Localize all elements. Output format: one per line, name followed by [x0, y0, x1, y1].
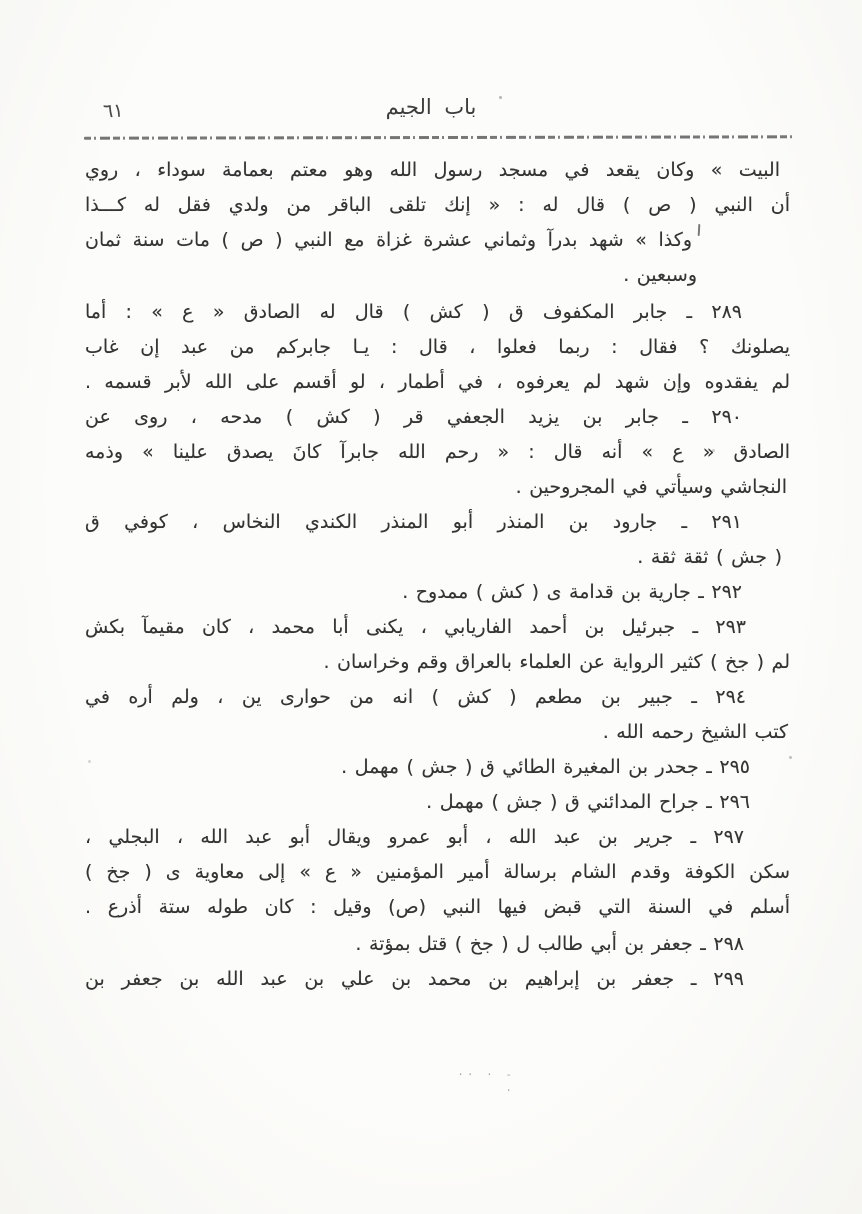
text-line: كتب الشيخ رحمه الله . — [602, 721, 788, 743]
text-line: ٢٩٨ ـ جعفر بن أبي طالب ل ( جخ ) قتل بمؤتة . — [355, 933, 744, 955]
text-line: يصلونك ؟ فقال : ربما فعلوا ، قال : يـا جابركم من عبد إن غاب — [85, 336, 790, 358]
page-number: ٦١ — [102, 99, 124, 123]
text-line: ٢٩٣ ـ جبرئيل بن أحمد الفاريابي ، يكنى أبا محمد ، كان مقيمآ بكش — [85, 616, 746, 638]
text-line: البيت » وكان يقعد في مسجد رسول الله وهو معتم بعمامة سوداء ، روي — [85, 159, 780, 181]
text-line: ٢٨٩ ـ جابر المكفوف ق ( كش ) قال له الصادق « ع » : أما — [85, 301, 742, 323]
text-line: وسبعين . — [623, 264, 697, 286]
text-line: النجاشي وسيأتي في المجروحين . — [515, 476, 787, 498]
text-line: ( جش ) ثقة ثقة . — [637, 546, 782, 568]
ink-speck — [499, 96, 502, 99]
text-line: ٢٩٧ ـ جرير بن عبد الله ، أبو عمرو ويقال أبو عبد الله ، البجلي ، — [85, 826, 744, 848]
ink-speck — [712, 449, 715, 452]
text-line: سكن الكوفة وقدم الشام برسالة أمير المؤمنين « ع » إلى معاوية ى ( جخ ) — [85, 861, 790, 883]
text-line: ٢٩٩ ـ جعفر بن إبراهيم بن محمد بن علي بن عبد الله بن جعفر بن — [85, 968, 744, 990]
text-line: لم يفقدوه وإن شهد لم يعرفوه ، في أطمار ، لو أقسم على الله لأبر قسمه . — [85, 371, 790, 393]
bottom-smudge: - · ·· . — [457, 1068, 515, 1094]
text-line: ٢٩٤ ـ جبير بن مطعم ( كش ) انه من حوارى ين ، ولم أره في — [85, 686, 746, 708]
text-line: ٢٩١ ـ جارود بن المنذر أبو المنذر الكندي النخاس ، كوفي ق — [85, 511, 742, 533]
ink-speck — [88, 760, 91, 763]
text-line: ٢٩٢ ـ جارية بن قدامة ى ( كش ) ممدوح . — [402, 581, 742, 603]
text-line: ٢٩٠ ـ جابر بن يزيد الجعفي قر ( كش ) مدحه ، روى عن — [85, 406, 742, 428]
text-line: أن النبي ( ص ) قال له : « إنك تلقى الباقر من ولدي فقل له كـــذا — [85, 194, 790, 216]
chapter-title: باب الجيم — [385, 95, 477, 119]
text-line: الصادق « ع » أنه قال : « رحم الله جابرآ كانَ يصدق علينا » وذمه — [85, 441, 790, 463]
text-line: وكذا » شهد بدرآ وثماني عشرة غزاة مع النبي ( ص ) مات سنة ثمان — [85, 229, 692, 251]
text-line: أسلم في السنة التي قبض فيها النبي (ص) وقيل : كان طوله ستة أذرع . — [85, 896, 790, 918]
ink-speck — [789, 756, 792, 759]
header-divider-rule — [84, 135, 796, 139]
text-line: ٢٩٥ ـ جحدر بن المغيرة الطائي ق ( جش ) مهمل . — [341, 756, 750, 778]
text-line: ٢٩٦ ـ جراح المدائني ق ( جش ) مهمل . — [426, 791, 750, 813]
text-line: لم ( جخ ) كثير الرواية عن العلماء بالعراق وقم وخراسان . — [323, 651, 790, 673]
